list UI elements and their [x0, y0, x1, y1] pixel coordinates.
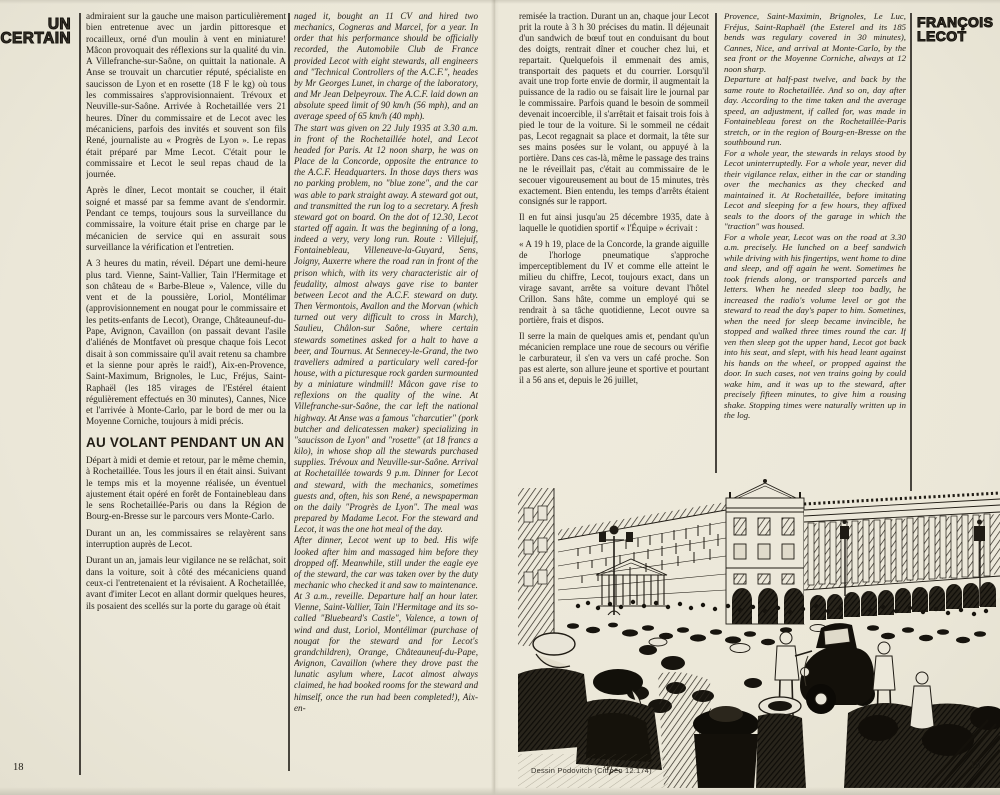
paragraph: Il en fut ainsi jusqu'au 25 décembre 1935, date à laquelle le quotidien sportif « l'Équipe » écrivait :: [519, 212, 709, 234]
paragraph: Provence, Saint-Maximin, Brignoles, Le Luc, Fréjus, Saint-Raphaël (the Esterel and its 185 bends was regulary covered in 30 minutes), Cannes, Nice, and arrival at Monte-Carlo, by the sea front or the Moyenne Corniche, always at 12 noon sharp.: [724, 11, 906, 74]
page-fold: [491, 0, 499, 795]
page-edge-top: [0, 0, 1000, 4]
paragraph: Departure at half-past twelve, and back by the same route to Rochetaillée. And so on, day after day. According to the time taken and the average speed, an adjustment, if called for, was made in Fontainebleau forest on the Rochetaillée-Paris stretch, or in the region of Bourg-en-Bresse on the southbound run.: [724, 74, 906, 147]
paragraph: For a whole year, Lecot was on the road at 3.30 a.m. precisely. He lunched on a beef sandwich while driving with his fingertips, went home to dine and sleep, and off again he went. Sometimes he took friends along, or transported parcels and letters. When he needed sleep too badly, he increased the radio's volume level or got the steward to read the day's paper to him. Sometines, when the need for sleep became invincible, he stopped and walked three times round the car. If ven then sleep got the upper hand, Lecot got back into his seat, and slept, with his head leant against his hands on the wheel, or propped against the door. In such cases, not ven trains going by could wake him, and it was up to the steward, after precisely fifteen minutes, to give him a rousing shake. Stopping times were naturally written up in the log.: [724, 231, 906, 420]
paragraph: Après le dîner, Lecot montait se coucher, il était soigné et massé par sa femme avant de s'endormir. Pendant ce temps, toujours sous la surveillance du commissaire, la voiture était prise en charge par le mécanicien de service qui en assurait sous surveillance la vérification et l'entretien.: [86, 185, 286, 252]
paragraph: A 3 heures du matin, réveil. Départ une demi-heure plus tard. Vienne, Saint-Vallier, Tain l'Hermitage et son château de « Barbe-Bleue », Valence, ville du vent et de la poussière, Loriol, Montélimar (approvisionnement en nougat pour le commissaire et les petits-enfants de Lecot), Orange, Châteauneuf-du-Pape, Avignon, Cavaillon (on passait devant l'asile d'aliénés de Montfavet où presque chaque fois Lecot disait à son commissaire qu'il avait retenu sa chambre et la sienne pour après le raid!), Aix-en-Provence, Saint-Maximum, Brignoles, le Luc, Fréjus, Saint-Raphaël (les 185 virages de l'Estérel étaient régulièrement effectués en 30 minutes), Cannes, Nice et l'arrivée à Monte-Carlo, par le bord de mer ou la Moyenne Corniche, toujours à midi précis.: [86, 258, 286, 427]
paragraph: The start was given on 22 July 1935 at 3.30 a.m. in front of the Rochetaillée hotel, and Lecot headed for Paris. At 12 noon sharp, he was on Place de la Concorde, opposite the entrance to the A.C.F. Headquarters. In those days thers was no parking problem, no "blue zone", and the car was able to park straight away. A steward got out, and transmitted the run log to a secretary. A fresh steward got on board. On the dot of 12.30, Lecot started off again. It was the beginning of a long, indeed a very, very long run. Route : Villejuif, Fontainebleau, Villeneuve-la-Guyard, Sens, Joigny, Auxerre where the road ran in front of the prison which, with its very characteristic air of feudality, almost always gave rise to banter between Lecot and the A.C.F. steward on duty. Then Vermontois, Avallon and the Morvan (which turned out very difficult to cross in March), Saulieu, Châlon-sur Saône, where certain stewards sometines asked for a halt to have a beer, and Tournus. At Sennecey-le-Grand, the two travellers admired a particulary well cared-for house, with a picturesque rock garden surmounted by a miniature windmill! Mâcon gave rise to reflexions on the quality of the wine. At Villefranche-sur-Saône, the car left the national highway. At Anse was a famous "charcutier" (pork butcher and delicatessen maker) specializing in "saucisson de Lyon" and "rosette" (at 18 francs a kilo), in whose shop all the stewards purchased supplies. Trévoux and Neuville-sur-Saône. Arrival at Rochetaillée towards 9 p.m. Dinner for Lecot and steward, with the mechanics, sometimes guests and, often, his son René, a newspaperman on the daily "Progrès de Lyon". The meal was prepared by Madame Lecot. For the steward and Lecot, it was the one hot meal of the day.: [294, 122, 478, 535]
page-number-right: 19: [970, 760, 981, 771]
column-rule-right-margin: [910, 13, 912, 491]
left-page-french-column: [86, 11, 286, 783]
paragraph: Il serre la main de quelques amis et, pendant qu'un mécanicien remplace une roue de secours ou vérifie le carburateur, il s'en va vers un café proche. Son pas est alerte, son allure jeune et sportive et pourtant il a 56 ans et, depuis le 26 juillet,: [519, 331, 709, 385]
right-page-french-column: [519, 11, 709, 489]
right-page-english-column: [724, 11, 906, 485]
column-rule-left-center: [288, 13, 290, 771]
paragraph: Durant un an, les commissaires se relayèrent sans interruption auprès de Lecot.: [86, 527, 286, 550]
article-title-left-line2: CERTAIN: [0, 29, 71, 47]
paragraph: At 3 a.m., reveille. Departure half an hour later. Vienne, Saint-Vallier, Tain l'Hermitage and its so-called "Bluebeard's Castle", Valence, a town of wind and dust, Loriol, Montélimar (purchase of nougat for the steward and for Lecot's grandchildren), Orange, Châteauneuf-du-Pape, Avignon, Cavaillon (where they drove past the lunatic asylum where, Lacot almost always claimed, he had booked rooms for the steward and himself, once the run had been completed!), Aix-en-: [294, 591, 478, 713]
column-rule-left-margin: [79, 13, 81, 775]
left-page-english-column: [294, 11, 478, 783]
page-edge-bottom: [0, 787, 1000, 795]
article-title-left: [0, 18, 71, 45]
paragraph: « A 19 h 19, place de la Concorde, la grande aiguille de l'horloge pneumatique s'approche imperceptiblement du IV et comme elle atteint le milieu du chiffre, Lecot, toujours exact, dans un virage savant, arrête sa voiture devant l'hôtel Crillon. Sans hâte, comme un employé qui se rendrait à sa tâche quotidienne, Lecot ouvre sa portière, frais et dispos.: [519, 239, 709, 326]
article-title-right-line2: LECOT: [917, 27, 967, 44]
illustration-caption: Dessin Podovitch (Citroën 12.174): [531, 766, 652, 775]
concorde-illustration-svg: [518, 478, 1000, 788]
citroen-traction-car: [800, 623, 875, 714]
paragraph: Départ à midi et demie et retour, par le même chemin, à Rochetaillée. Tous les jours il en était ainsi. Suivant le temps mis et la moyenne réalisée, un éventuel ajustement était opéré en forêt de Fontainebleau dans le sens Rochetaillée-Paris ou dans la Région de Bourg-en-Bresse sur le parcours vers Monte-Carlo.: [86, 454, 286, 522]
paragraph: naged it, bought an 11 CV and hired two mechanics, Cogneras and Marcel, for a year. In order that his performance should be officially recorded, the Automobile Club de France provided Lecot with eight stewards, all engineers and "Technical Controllers of the A.C.F.", heades by Mr Georges Lunet, in charge of the laboratory, and Mr Jean Delpeyroux. The A.C.F. laid down an absolute speed limit of 90 km/h (56 mph), and an average speed of 65 km/h (40 mph).: [294, 11, 478, 122]
article-title-right-line1: FRANÇOIS: [917, 14, 994, 30]
article-title-right: [917, 16, 997, 43]
paragraph: After dinner, Lecot went up to bed. His wife looked after him and massaged him before they dropped off. Meanwhile, still under the eagle eye of the steward, the car was taken over by the duty mechanic who checked it and saw to maintenance.: [294, 535, 478, 590]
article-title-left-line1: UN: [47, 16, 71, 33]
page-number-left: 18: [13, 762, 24, 773]
paragraph: Durant un an, jamais leur vigilance ne se relâchat, soit dans la voiture, soit à côté des mécaniciens quand ceux-ci l'entretenaient et la révisaient. A Rochetaillée, avant d'imiter Lecot en allant dormir quelques heures, ils posaient des scellés sur la porte du garage où était: [86, 555, 286, 611]
paragraph: For a whole year, the stewards in relays stood by Lecot uninterruptedly. For a whole year, never did their vigilance relax, either in the car or standing over the mechanics as they checked and maintained it. At Rochetaillée, before imitating Lecot and sleeping for a few hours, they affixed seals to the doors of the garage in which the "traction" was housed.: [724, 147, 906, 231]
paragraph: remisée la traction. Durant un an, chaque jour Lecot prit la route à 3 h 30 précises du matin. Il déjeunait d'un sandwich de bœuf tout en conduisant du bout des doigts, rentrait dîner et coucher chez lui, et repartait. Quelquefois il emmenait des amis, transportait des paquets et du courrier. Lorsqu'il avait une trop forte envie de dormir, il augmentait la puissance de la radio ou se faisait lire le journal par le commissaire. Parfois quand le besoin de sommeil devenait incoercible, il s'arrêtait et faisait trois fois à pied le tour de la voiture. Si le sommeil ne cédait pas, Lecot regagnait sa place et dormait, la tête sur ses mains posées sur le volant, ou appuyé à la portière. Dans ces cas-là, même le passage des trains ne le réveillait pas, c'était au commissaire de le secouer vigoureusement au bout de 15 minutes, très exactement. Bien entendu, les temps d'arrêts étaient consignés sur le rapport.: [519, 11, 709, 207]
concorde-illustration: [518, 478, 1000, 788]
paragraph: admiraient sur la gauche une maison particulièrement bien entretenue avec un jardin pittoresque et rocailleux, orné d'un moulin à vent en miniature! Mâcon provoquait des réflexions sur la qualité du vin. A Villefranche-sur-Saône, on quittait la nationale. A Anse se trouvait un charcutier réputé, spécialiste en saucisson de Lyon et en rosette (18 F le kg) où tous les commissaires s'approvisionnaient. Trévoux et Neuville-sur-Saône. Arrivée à Rochetaillée vers 21 heures. Dîner du commissaire et de Lecot avec les mécaniciens, parfois des invités et souvent son fils René, journaliste au « Progrès de Lyon ». Le repas était préparé par Mme Lecot. C'était pour le commissaire et Lecot le seul repas chaud de la journée.: [86, 11, 286, 180]
section-header: AU VOLANT PENDANT UN AN: [86, 434, 285, 450]
column-rule-right-center: [715, 13, 717, 473]
